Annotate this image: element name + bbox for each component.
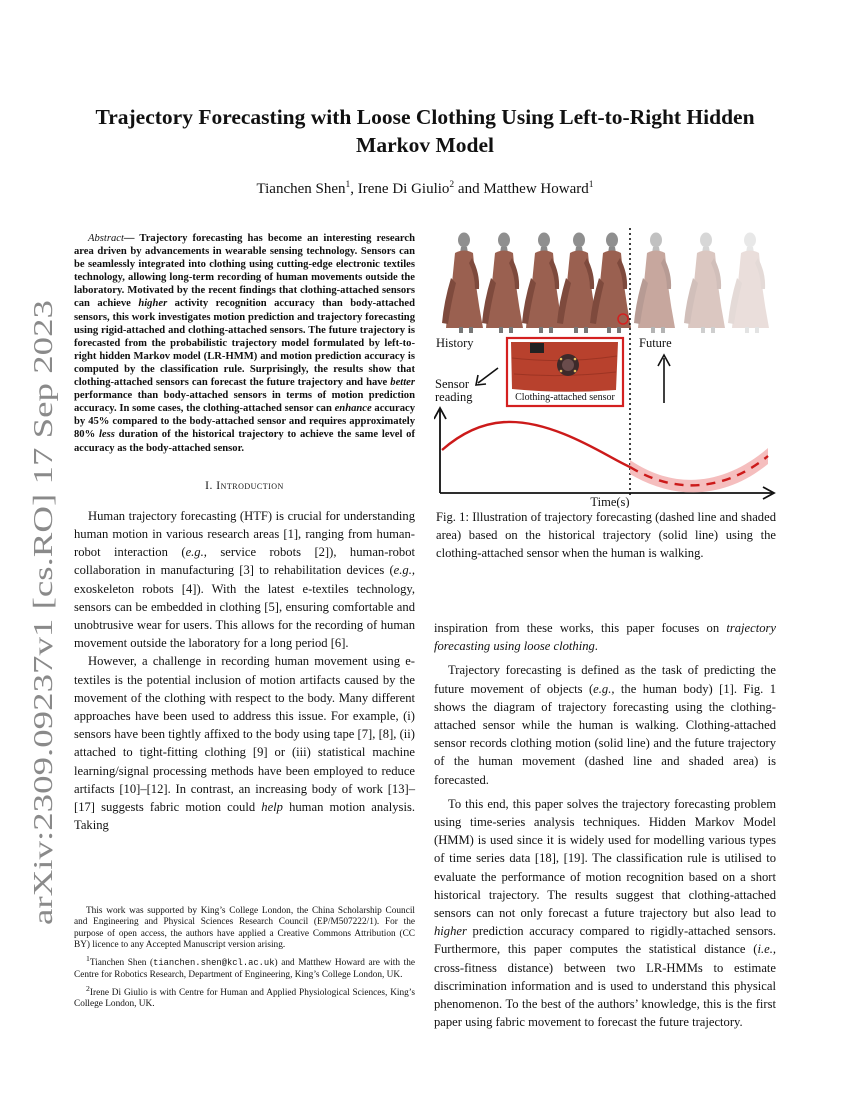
author-1: Tianchen Shen: [256, 181, 346, 197]
figure-1-svg: [434, 228, 776, 508]
right-p3-text-c: cross-fitness distance) between two LR-HMMs to estimate discrimination information and is used to understand this physical phenomenon. To the best of the authors’ knowledge, this is the first paper using fabric movement to forecast the future trajectory.: [434, 960, 776, 1030]
right-p3-text: To this end, this paper solves the trajectory forecasting problem using time-series analysis techniques. Hidden Markov Model (HMM) is used since it is widely used for modelling various types of time series data [18], [19]. The classification rule is utilised to evaluate the performance of motion recognition based on a short historical trajectory. The results suggest that clothing-attached sensors can not only forecast a future trajectory but also lead to: [434, 796, 776, 921]
abstract-text-3: performance than body-attached sensors in terms of motion prediction accuracy. In some cases, the clothing-attached sensor can: [74, 390, 415, 415]
history-label: History: [436, 336, 474, 350]
abstract-text-2: activity recognition accuracy than body-attached sensors, this work investigates motion prediction and trajectory forecasting using rigid-attached and clothing-attached sensors. The future trajectory is forecasted from the probabilistic trajectory model formulated by left-to-right hidden Markov model (LR-HMM) and motion prediction accuracy is computed by the classification rule. Surprisingly, the results show that clothing-attached sensors can forecast the future trajectory and have: [74, 298, 415, 389]
figure-1: [434, 228, 776, 508]
intro-p1-text: Human trajectory forecasting (HTF) is crucial for understanding human motion in various research areas [1], ranging from human-robot interaction (: [74, 508, 415, 560]
time-axis-label: Time(s): [590, 495, 630, 508]
right-p3-text-b: prediction accuracy compared to rigidly-attached sensors. Furthermore, this paper computes the statistical distance (: [434, 924, 776, 957]
footnote-2: [74, 983, 415, 1011]
abstract-emph-less: less: [98, 429, 115, 441]
author-and: and: [454, 181, 484, 197]
figure-1-caption: [436, 508, 776, 563]
right-p1-end: .: [594, 639, 598, 654]
footnote-1-text-b: ) and Matthew Howard are with the Centre for Robotics Research, Department of Engineering, King’s College London, UK.: [74, 958, 415, 980]
author-3: Matthew Howard: [483, 181, 589, 197]
history-walker-5: [590, 233, 631, 334]
caption-label: Fig. 1:: [436, 510, 473, 524]
footnote-funding: This work was supported by King’s College London, the China Scholarship Council and Engineering and Physical Sciences Research Council (EP/M507222/1). For the purpose of open access, the authors have applied a Creative Commons Attribution (CC BY) licence to any Accepted Manuscript version arising.: [74, 906, 415, 950]
section-number: I.: [205, 479, 217, 492]
right-paragraph-1: [434, 619, 776, 655]
right-p2-eg: e.g.,: [593, 681, 615, 696]
abstract-text-5: duration of the historical trajectory to achieve the same level of accuracy as the body-attached sensor.: [74, 429, 416, 454]
right-p2-text: Trajectory forecasting is defined as the task of predicting the future movement of objects (: [434, 663, 776, 696]
footnotes: [74, 906, 415, 1013]
arxiv-id-text: arXiv:2309.09237v1 [cs.RO] 17 Sep 2023: [28, 467, 58, 925]
author-1-affil: 1: [345, 180, 351, 190]
author-2: Irene Di Giulio: [357, 181, 450, 197]
abstract-emph-better: better: [390, 377, 415, 389]
author-3-affil: 1: [588, 180, 594, 190]
intro-p1-text-c: exoskeleton robots [4]). With the latest e-textiles technology, sensors can be embedded in clothing [5], ensuring comfortable and unobtrusive wear for users. This allows for the recording of human movement outside the laboratory for a long period [6].: [74, 581, 415, 651]
sensor-reading-label-2: reading: [435, 390, 473, 404]
paper-title: [70, 103, 780, 159]
right-p2-text-b: the human body) [1]. Fig. 1 shows the diagram of trajectory forecasting using the clothing-attached sensor while the human is walking. Clothing-attached sensor records clothing motion (solid line) and the future trajectory of the human movement (dashed line and shaded area) is forecasted.: [434, 681, 776, 787]
left-column: [74, 232, 415, 834]
author-2-affil: 2: [449, 180, 455, 190]
intro-paragraph-1: [74, 507, 415, 653]
footnote-1: [74, 953, 415, 981]
reading-arrow: [478, 368, 498, 383]
future-walker-2: [684, 233, 725, 334]
intro-p2-text-b: human motion analysis. Taking: [74, 800, 415, 833]
right-p1-emph: trajectory forecasting using loose clothing: [434, 621, 776, 654]
abstract-label: Abstract: [88, 233, 124, 244]
future-walker-3: [728, 233, 769, 334]
title-line-2: Markov Model: [356, 133, 494, 157]
clothing-sensor-image: [511, 342, 618, 392]
intro-p2-text: However, a challenge in recording human movement using e-textiles is the potential inclusion of motion artifacts caused by the movement of the clothing with respect to the body. Many different approaches have been used to address this issue. For example, (i) sensors have been tightly affixed to the body using tape [7], [8], (ii) attached to tight-fitting clothing [9] or (iii) statistical machine learning/signal processing methods have been employed to reduce artifacts [10]–[12]. In contrast, an increasing body of work [13]–[17] suggests fabric motion could: [74, 654, 415, 815]
history-walker-2: [482, 233, 523, 334]
right-p1-text: inspiration from these works, this paper focuses on: [434, 621, 727, 635]
intro-p1-eg2: e.g.,: [393, 563, 415, 578]
author-list: [70, 180, 780, 198]
right-p3-ie: i.e.,: [757, 942, 776, 957]
section-heading-introduction: [74, 477, 415, 495]
abstract: [74, 232, 415, 455]
intro-p2-emph-help: help: [261, 800, 283, 815]
abstract-text-4: accuracy by 45% compared to the body-attached sensor and requires approximately 80%: [74, 403, 415, 441]
sensor-reading-label-1: Sensor: [435, 377, 470, 391]
footnote-1-email[interactable]: tianchen.shen@kcl.ac.uk: [153, 958, 275, 969]
section-title: Introduction: [216, 479, 284, 492]
right-paragraph-2: [434, 661, 776, 788]
footnote-2-text: Irene Di Giulio is with Centre for Human and Applied Physiological Sciences, King’s College London, UK.: [74, 987, 415, 1010]
caption-text: Illustration of trajectory forecasting (dashed line and shaded area) based on the historical trajectory (solid line) using the clothing-attached sensor when the human is walking.: [436, 510, 776, 561]
abstract-dash: —: [123, 233, 140, 244]
arxiv-identifier: [8, 295, 68, 925]
footnote-1-text-a: Tianchen Shen (: [89, 958, 154, 969]
history-walker-1: [442, 233, 483, 334]
abstract-text-1: Trajectory forecasting has become an interesting research area driven by advancements in wearable sensing technology. Sensors can be seamlessly integrated into clothing using cutting-edge electronic textiles technology, allowing long-term recording of human movements outside the laboratory. Motivated by the recent findings that clothing-attached sensors can achieve: [74, 233, 415, 310]
future-label: Future: [639, 336, 672, 350]
intro-p1-text-b: service robots [2]), human-robot collaboration in manufacturing [3] to rehabilitation devices (: [74, 545, 415, 578]
right-column: [434, 619, 776, 1031]
right-p3-emph-higher: higher: [434, 924, 467, 939]
right-paragraph-3: [434, 795, 776, 1032]
history-walker-3: [522, 233, 563, 334]
intro-paragraph-2: [74, 652, 415, 834]
footnote-2-mark: 2: [86, 983, 90, 993]
author-sep: ,: [350, 181, 358, 197]
clothing-sensor-label: Clothing-attached sensor: [515, 392, 615, 403]
title-line-1: Trajectory Forecasting with Loose Clothing Using Left-to-Right Hidden: [95, 105, 755, 129]
intro-p1-eg1: e.g.,: [185, 545, 207, 560]
abstract-emph-higher: higher: [138, 298, 168, 310]
footnote-1-mark: 1: [86, 954, 90, 964]
abstract-emph-enhance: enhance: [334, 403, 372, 415]
historical-trajectory-line: [442, 422, 630, 467]
future-walker-1: [634, 233, 675, 334]
